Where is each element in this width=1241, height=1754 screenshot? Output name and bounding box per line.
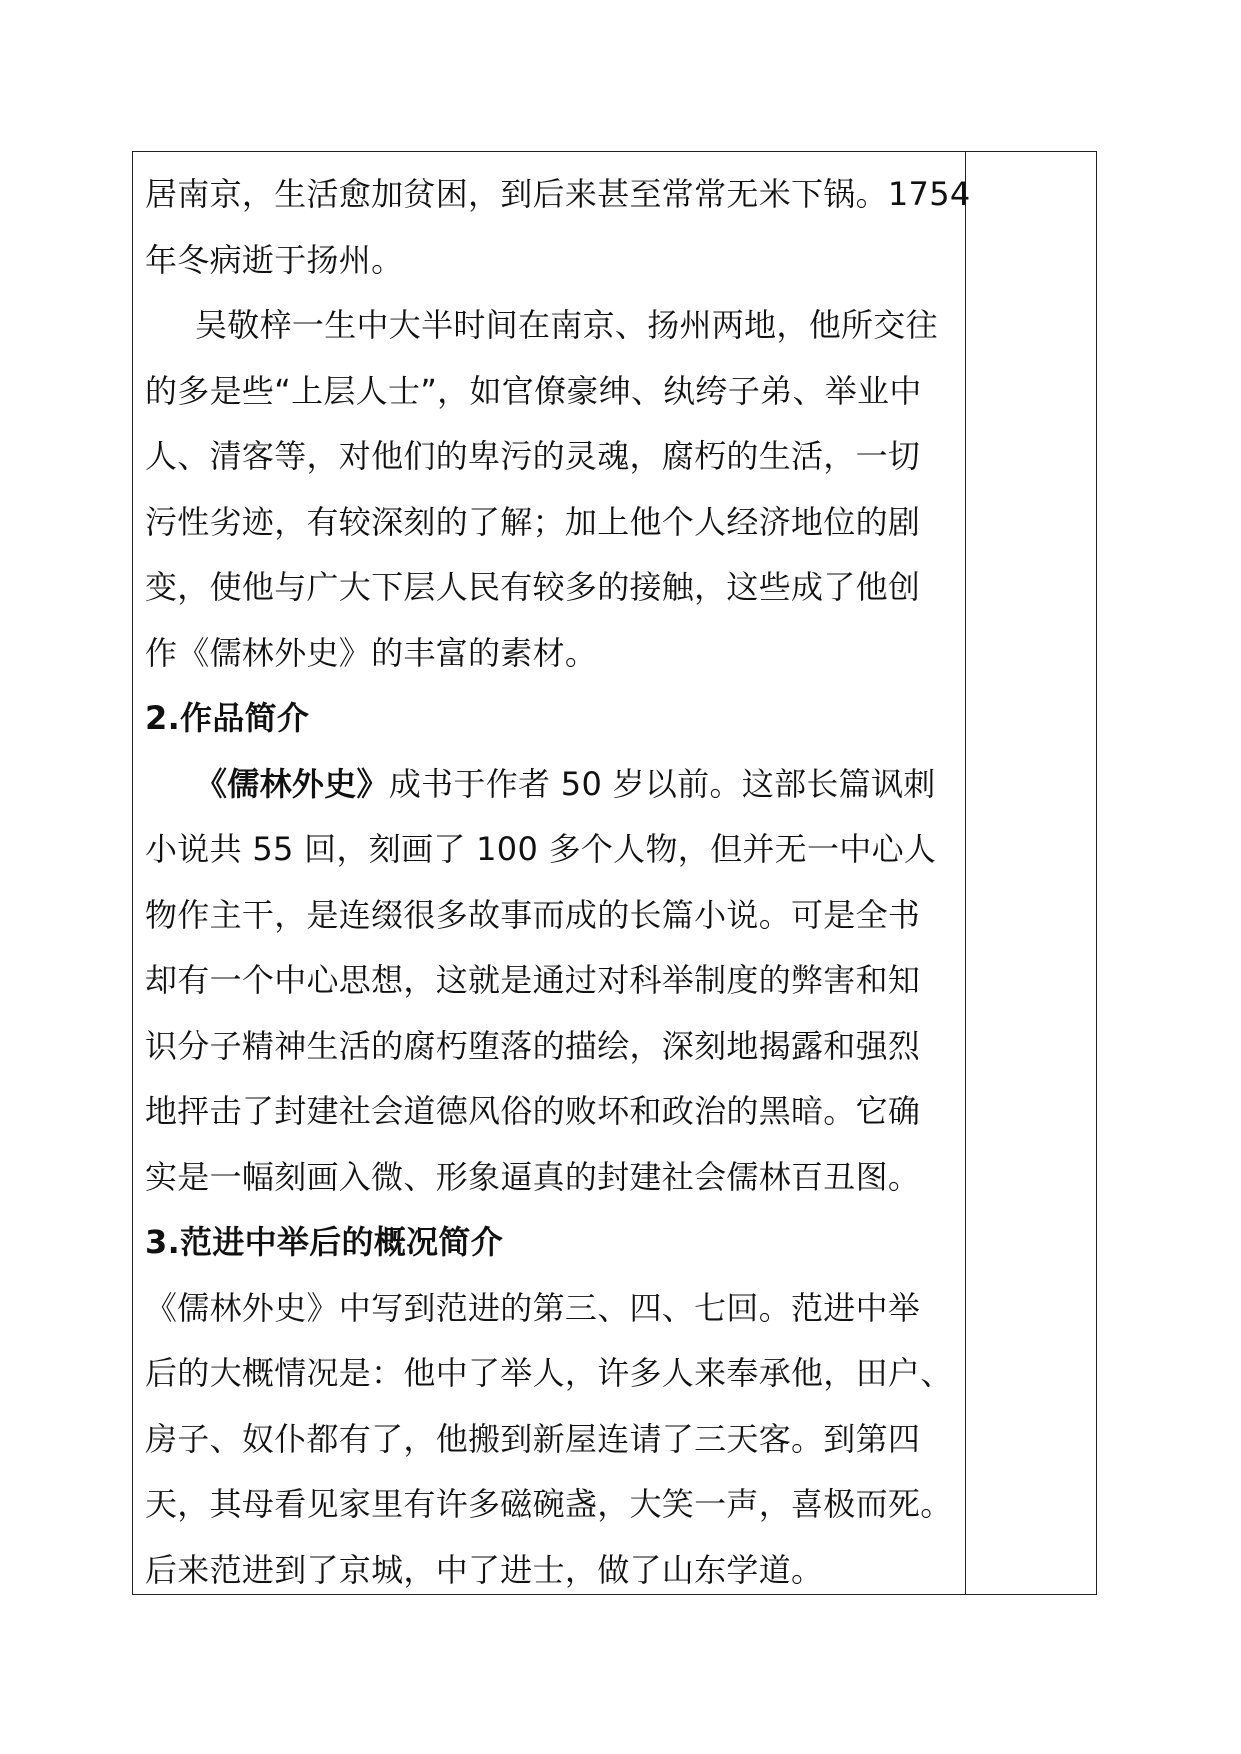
text-line: 却有一个中心思想，这就是通过对科举制度的弊害和知 [145,961,921,999]
text-line: 小说共 55 回，刻画了 100 多个人物，但并无一中心人 [145,830,937,868]
paragraph-start [145,752,955,818]
document-table [132,151,1097,1595]
text-line: 实是一幅刻画入微、形象逼真的封建社会儒林百丑图。 [145,1157,921,1196]
text-line: 天，其母看见家里有许多磁碗盏，大笑一声，喜极而死。 [145,1485,953,1523]
text-line: 地抨击了封建社会道德风俗的败坏和政治的黑暗。它确 [145,1092,921,1130]
text-line: 后来范进到了京城，中了进士，做了山东学道。 [145,1550,824,1589]
text-line: 后的大概情况是：他中了举人，许多人来奉承他，田户、 [145,1354,953,1392]
text-line: 居南京，生活愈加贫困，到后来甚至常常无米下锅。1754 [145,175,971,213]
text-line: 识分子精神生活的腐朽堕落的描绘，深刻地揭露和强烈 [145,1026,921,1065]
text-line: 作《儒林外史》的丰富的素材。 [145,633,598,672]
text-line: 《儒林外史》中写到范进的第三、四、七回。范进中举 [145,1288,921,1327]
text-line: 变，使他与广大下层人民有较多的接触，这些成了他创 [145,568,921,606]
text-line: 房子、奴仆都有了，他搬到新屋连请了三天客。到第四 [145,1419,921,1458]
text-line: 物作主干，是连缀很多故事而成的长篇小说。可是全书 [145,895,921,934]
empty-side-cell [966,152,1096,1594]
paragraph-start: 吴敬梓一生中大半时间在南京、扬州两地，他所交往 [195,306,938,344]
book-title: 《儒林外史》 [195,764,389,803]
text-line: 年冬病逝于扬州。 [145,240,404,279]
text-line: 污性劣迹，有较深刻的了解；加上他个人经济地位的剧 [145,502,921,541]
content-cell [133,152,971,1594]
text-line: 的多是些“上层人士”，如官僚豪绅、纨绔子弟、举业中 [145,371,922,410]
section-heading: 2.作品简介 [145,699,310,737]
text-line: 人、清客等，对他们的卑污的灵魂，腐朽的生活，一切 [145,437,921,475]
text-span: 成书于作者 50 岁以前。这部长篇讽刺 [388,764,936,803]
section-heading: 3.范进中举后的概况简介 [145,1223,504,1261]
